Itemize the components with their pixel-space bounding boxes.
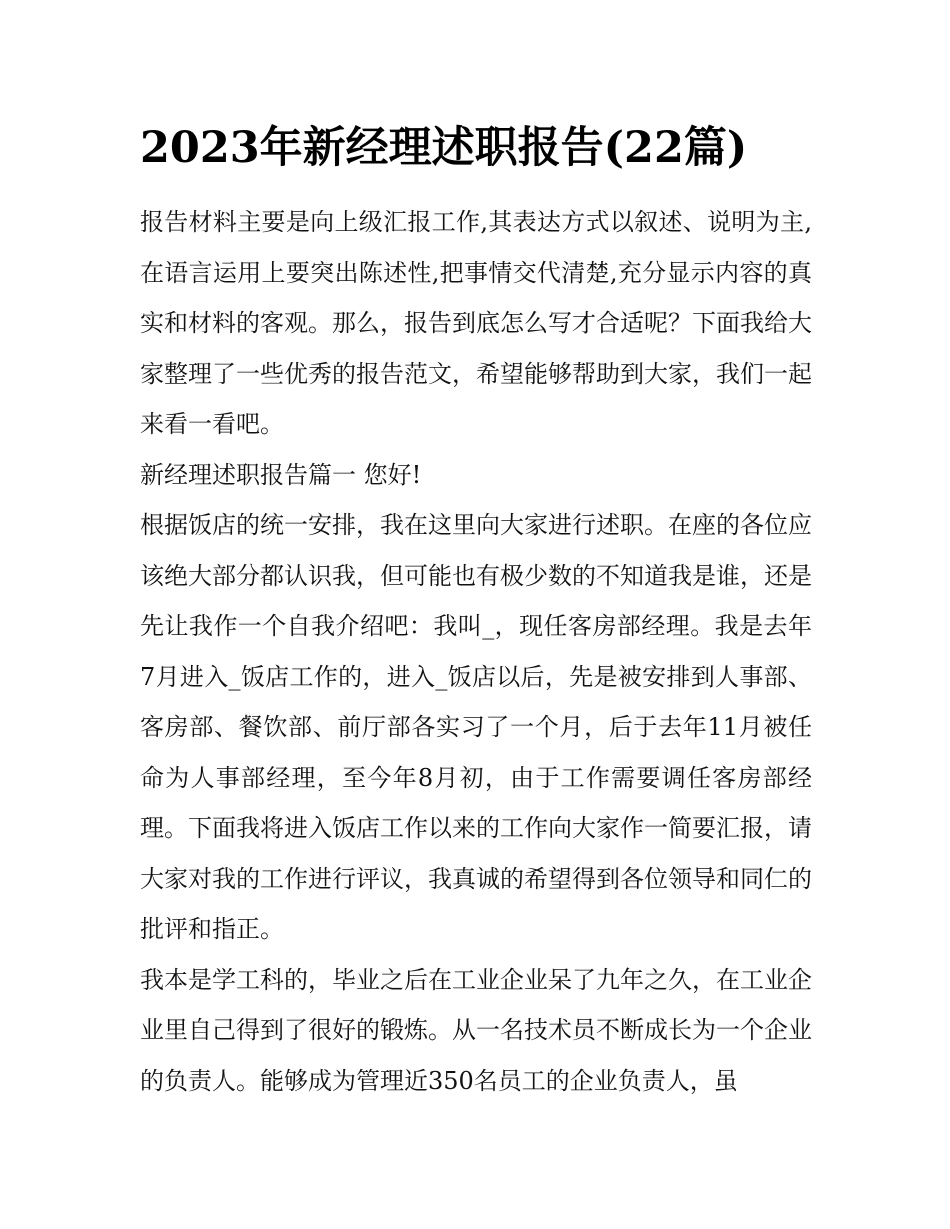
- document-body: [140, 197, 812, 1106]
- section-heading: 新经理述职报告篇一 您好!: [140, 460, 422, 489]
- paragraph-self-introduction: 根据饭店的统一安排，我在这里向大家进行述职。在座的各位应该绝大部分都认识我，但可能也有极少数的不知道我是谁，还是先让我作一个自我介绍吧：我叫_，现任客房部经理。我是去年7月进入_饭店工作的，进入_饭店以后，先是被安排到人事部、客房部、餐饮部、前厅部各实习了一个月，后于去年11月被任命为人事部经理，至今年8月初，由于工作需要调任客房部经理。下面我将进入饭店工作以来的工作向大家作一简要汇报，请大家对我的工作进行评议，我真诚的希望得到各位领导和同仁的批评和指正。: [140, 511, 812, 943]
- document-title: 2023年新经理述职报告(22篇): [140, 123, 748, 173]
- paragraph-intro: 报告材料主要是向上级汇报工作,其表达方式以叙述、说明为主,在语言运用上要突出陈述性,把事情交代清楚,充分显示内容的真实和材料的客观。那么，报告到底怎么写才合适呢？下面我给大家整理了一些优秀的报告范文，希望能够帮助到大家，我们一起来看一看吧。: [140, 208, 812, 438]
- paragraph-background: 我本是学工科的，毕业之后在工业企业呆了九年之久，在工业企业里自己得到了很好的锻炼。从一名技术员不断成长为一个企业的负责人。能够成为管理近350名员工的企业负责人，虽: [140, 965, 812, 1095]
